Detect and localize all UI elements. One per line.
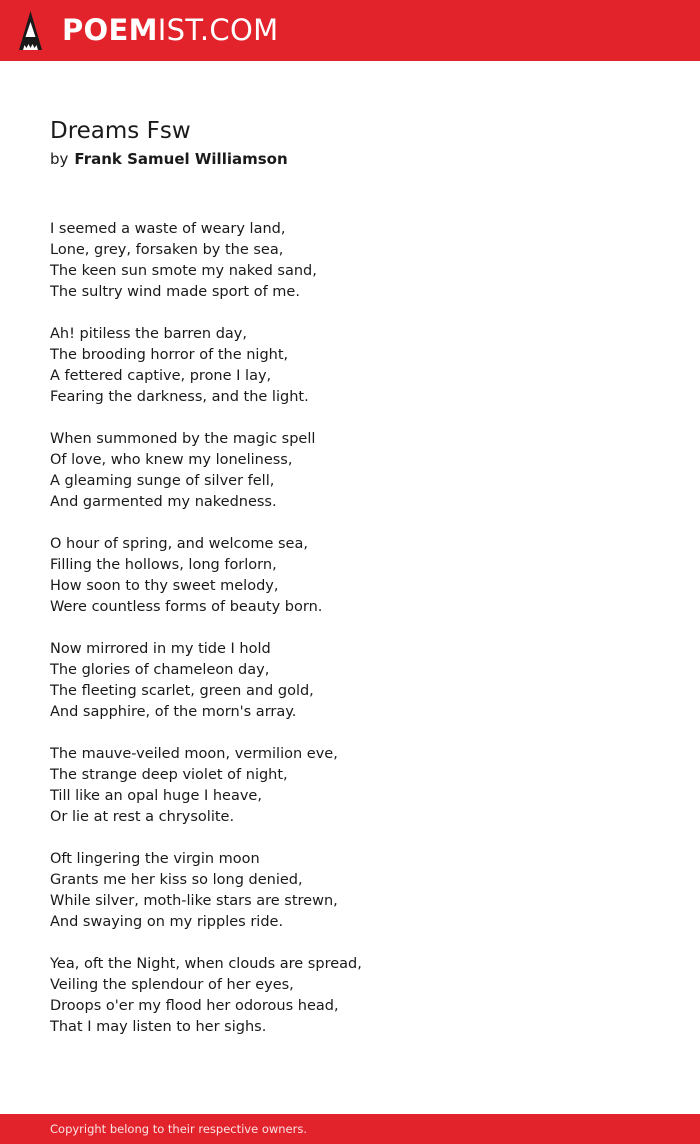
poem-line: The mauve-veiled moon, vermilion eve, [50, 746, 338, 762]
poem-line: And swaying on my ripples ride. [50, 914, 284, 930]
poem-line: Oft lingering the virgin moon [50, 851, 260, 867]
poem-line: How soon to thy sweet melody, [50, 578, 279, 594]
poem-line: Grants me her kiss so long denied, [50, 872, 303, 888]
poem-line: O hour of spring, and welcome sea, [50, 536, 308, 552]
logo-text-bold: POEM [62, 13, 158, 47]
stanza [50, 324, 670, 408]
copyright-notice: Copyright belong to their respective owners. [50, 1122, 308, 1136]
stanza [50, 744, 670, 828]
site-header [0, 0, 700, 61]
stanza [50, 429, 670, 513]
stanza [50, 534, 670, 618]
poem-line: Filling the hollows, long forlorn, [50, 557, 277, 573]
poem-line: Or lie at rest a chrysolite. [50, 809, 235, 825]
poem-line: A fettered captive, prone I lay, [50, 368, 272, 384]
site-footer [0, 1114, 700, 1144]
poem-line: Ah! pitiless the barren day, [50, 326, 247, 342]
poem-title: Dreams Fsw [50, 118, 191, 144]
poem-line: The keen sun smote my naked sand, [50, 263, 317, 279]
author-name: Frank Samuel Williamson [74, 150, 288, 168]
poem-line: Of love, who knew my loneliness, [50, 452, 293, 468]
stanza [50, 219, 670, 303]
byline [50, 148, 288, 170]
poem-line: The sultry wind made sport of me. [50, 284, 300, 300]
poem-line: That I may listen to her sighs. [50, 1019, 267, 1035]
logo-text-light: IST.COM [157, 13, 279, 47]
poem-line: Lone, grey, forsaken by the sea, [50, 242, 284, 258]
poem-line: A gleaming sunge of silver fell, [50, 473, 275, 489]
poem-line: When summoned by the magic spell [50, 431, 316, 447]
pencil-tip-icon[interactable] [18, 10, 43, 51]
stanza [50, 639, 670, 723]
poem-line: Fearing the darkness, and the light. [50, 389, 309, 405]
poem-line: Veiling the splendour of her eyes, [50, 977, 294, 993]
poem-line: And garmented my nakedness. [50, 494, 277, 510]
poem-body [50, 219, 670, 1059]
poem-line: While silver, moth-like stars are strewn, [50, 893, 338, 909]
poem-line: The strange deep violet of night, [50, 767, 288, 783]
poem-line: The glories of chameleon day, [50, 662, 270, 678]
poem-line: Were countless forms of beauty born. [50, 599, 323, 615]
poem-line: Yea, oft the Night, when clouds are spread, [50, 956, 362, 972]
stanza [50, 954, 670, 1038]
poem-line: Droops o'er my flood her odorous head, [50, 998, 339, 1014]
by-label: by [50, 150, 69, 168]
poem-line: I seemed a waste of weary land, [50, 221, 286, 237]
poem-line: Now mirrored in my tide I hold [50, 641, 271, 657]
poem-line: The brooding horror of the night, [50, 347, 289, 363]
poem-line: The fleeting scarlet, green and gold, [50, 683, 314, 699]
site-logo-link[interactable] [62, 12, 278, 48]
stanza [50, 849, 670, 933]
poem-line: And sapphire, of the morn's array. [50, 704, 297, 720]
poem-line: Till like an opal huge I heave, [50, 788, 262, 804]
